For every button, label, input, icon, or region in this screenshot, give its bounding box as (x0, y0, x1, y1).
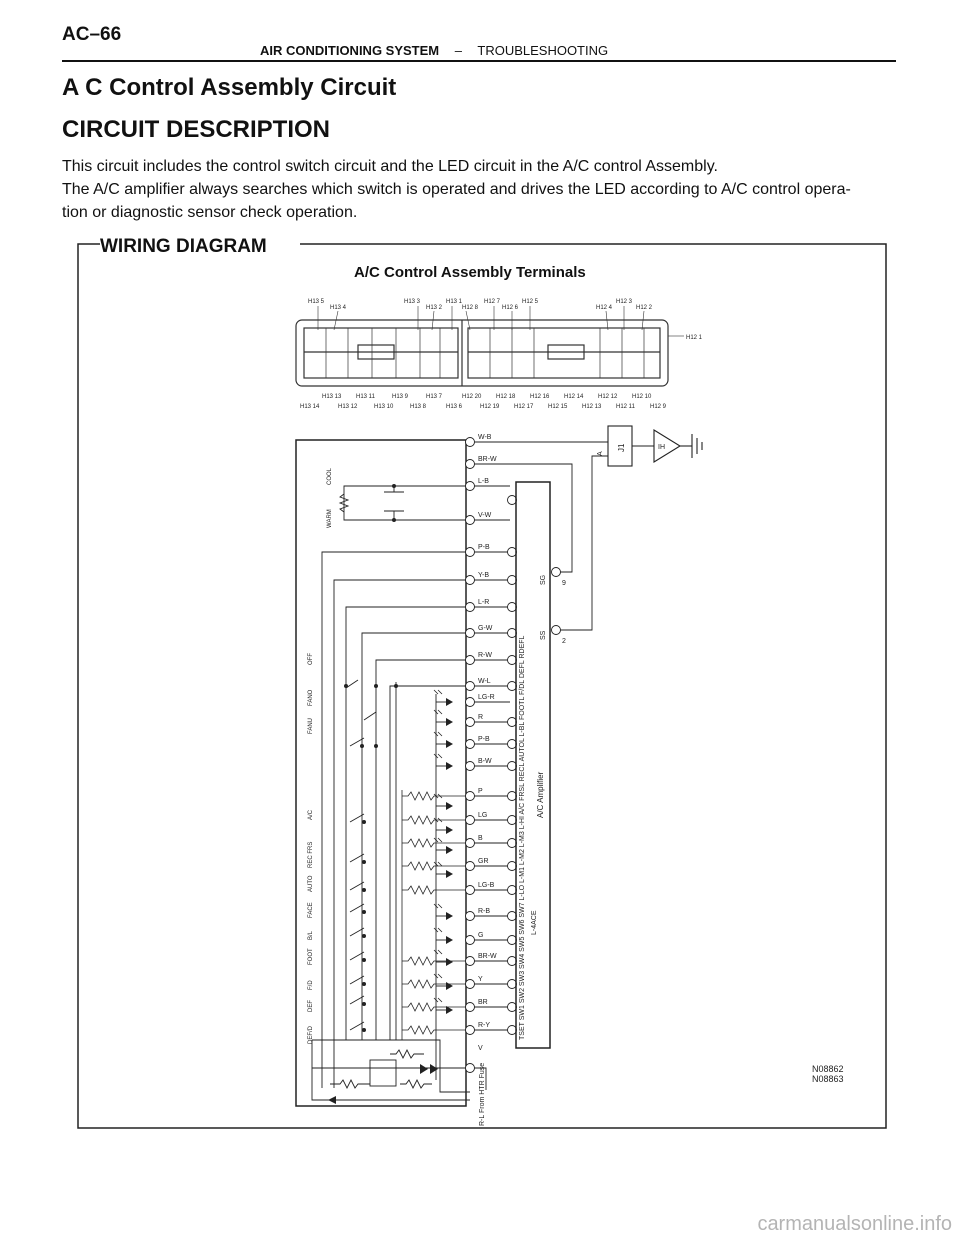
pin-label: H12 3 (616, 299, 633, 305)
wire-color: V-W (478, 512, 492, 519)
wire-color: B (478, 835, 483, 842)
switch-label: FACE (308, 902, 314, 918)
connector-block (296, 306, 684, 386)
wire-color: R-B (478, 908, 491, 915)
wire-color: P (478, 788, 483, 795)
pin-label: H12 4 (596, 305, 613, 311)
pin-label: H13 2 (426, 305, 443, 311)
j1-label: J1 (617, 443, 626, 452)
amplifier-name: A/C Amplifier (536, 771, 545, 818)
pin-label: H12 2 (636, 305, 653, 311)
pin-label: H13 12 (338, 404, 358, 410)
pin-sg: SG (540, 574, 547, 585)
control-assembly-box (296, 440, 466, 1106)
switch-label: DEF/D (308, 1026, 314, 1044)
pin-label: H13 9 (392, 394, 409, 400)
ground-label: A (597, 451, 604, 456)
pin-label: H12 16 (530, 394, 550, 400)
wire-color: B-W (478, 758, 492, 765)
wire-color: R-W (478, 652, 492, 659)
pin-label: H13 7 (426, 394, 443, 400)
switch-label: OFF (308, 653, 314, 665)
wire-color: W-B (478, 434, 492, 441)
switch-labels (308, 467, 333, 1044)
wire-color-labels (478, 434, 497, 1052)
switch-label: A/C (308, 809, 314, 820)
header-separator: – (454, 43, 462, 58)
pin-label: H13 8 (410, 404, 427, 410)
page-title: A C Control Assembly Circuit (62, 74, 397, 101)
wire-color: L-B (478, 478, 489, 485)
pin-label: H13 3 (404, 299, 421, 305)
sg-pin-number: 9 (562, 580, 566, 587)
wire-color: G-W (478, 625, 493, 632)
pin-label: H12 18 (496, 394, 516, 400)
ss-pin-number: 2 (562, 638, 566, 645)
pin-label: H13 1 (446, 299, 463, 305)
pin-label: H12 8 (462, 305, 479, 311)
wire-color: L-R (478, 599, 490, 606)
pin-label: H12 6 (502, 305, 519, 311)
switch-label: AUTO (308, 875, 314, 892)
led-diodes (328, 698, 453, 1104)
wire-color: P-B (478, 736, 490, 743)
wire-color: LG (478, 812, 488, 819)
pin-label: H13 6 (446, 404, 463, 410)
switch-label: FOOT (308, 948, 314, 965)
pin-label: H13 4 (330, 305, 347, 311)
pin-label: H12 19 (480, 404, 500, 410)
connector-title: A/C Control Assembly Terminals (354, 264, 586, 281)
frame-title: WIRING DIAGRAM (100, 236, 267, 257)
pin-label: H12 11 (616, 404, 635, 410)
pin-label: H12 7 (484, 299, 501, 305)
amplifier-extra: L-4ACE (531, 910, 538, 935)
switch-label: FANU (308, 717, 314, 734)
pin-label: H13 10 (374, 404, 394, 410)
amplifier-terminals: TSET SW1 SW2 SW3 SW4 SW5 SW6 SW7 L-LO L-M1 L-M2 L-M3 L-HI A/C FRSL RECL AUTOL L-BL FOOTL F/DL DEFL RDEFL (519, 635, 526, 1040)
switch-label: B/L (308, 930, 314, 940)
wire-color: P-B (478, 544, 490, 551)
description-line: The A/C amplifier always searches which switch is operated and drives the LED according to A/C control opera- (62, 181, 851, 198)
description-line: tion or diagnostic sensor check operation. (62, 204, 358, 221)
pin-label: H12 12 (598, 394, 618, 400)
pin-label: H12 15 (548, 404, 568, 410)
switch-label: FANO (308, 689, 314, 706)
figure-code: N08863 (812, 1074, 844, 1084)
pin-label: H12 1 (686, 335, 703, 341)
pin-ss: SS (540, 630, 547, 640)
wire-color: R (478, 714, 484, 721)
pin-label: H12 10 (632, 394, 652, 400)
wire-color: BR (478, 999, 488, 1006)
pin-label: H12 14 (564, 394, 584, 400)
wire-color: BR-W (478, 456, 497, 463)
terminal-circles (466, 438, 475, 1073)
connector-bottom-labels (300, 394, 667, 410)
page-number: AC–66 (62, 24, 122, 45)
figure-code: N08862 (812, 1064, 844, 1074)
fuse-label: R-L From HTR Fuse (479, 1062, 486, 1126)
wire-color: LG-B (478, 882, 495, 889)
pin-label: H12 5 (522, 299, 539, 305)
switch-label: DEF (308, 1000, 314, 1012)
switch-label: REC FRS (308, 841, 314, 868)
description-line: This circuit includes the control switch circuit and the LED circuit in the A/C control Assembly. (62, 158, 718, 175)
pin-label: H12 20 (462, 394, 482, 400)
wire-color: Y (478, 976, 483, 983)
switch-label: COOL (327, 467, 333, 485)
watermark: carmanualsonline.info (757, 1213, 952, 1235)
section-heading: CIRCUIT DESCRIPTION (62, 116, 331, 143)
ih-label: IH (658, 444, 665, 451)
wire-color: LG-R (478, 694, 495, 701)
pin-label: H12 13 (582, 404, 602, 410)
switch-label: WARM (327, 509, 333, 528)
wire-color: G (478, 932, 484, 939)
section-name: AIR CONDITIONING SYSTEM (260, 43, 440, 58)
pin-label: H13 13 (322, 394, 342, 400)
wire-color: BR-W (478, 953, 497, 960)
pin-label: H12 9 (650, 404, 667, 410)
wire-color: Y-B (478, 572, 490, 579)
pin-label: H13 5 (308, 299, 325, 305)
led-arrows (434, 690, 442, 1002)
pin-label: H13 11 (356, 394, 375, 400)
wire-color: R-Y (478, 1022, 491, 1029)
wire-color: V (478, 1045, 483, 1052)
pin-label: H12 17 (514, 404, 534, 410)
switch-label: F/D (308, 980, 314, 990)
wire-color: GR (478, 858, 489, 865)
pin-label: H13 14 (300, 404, 320, 410)
subsection-name: TROUBLESHOOTING (477, 43, 609, 58)
harness-wires (474, 442, 608, 1090)
wire-color: W-L (478, 678, 491, 685)
